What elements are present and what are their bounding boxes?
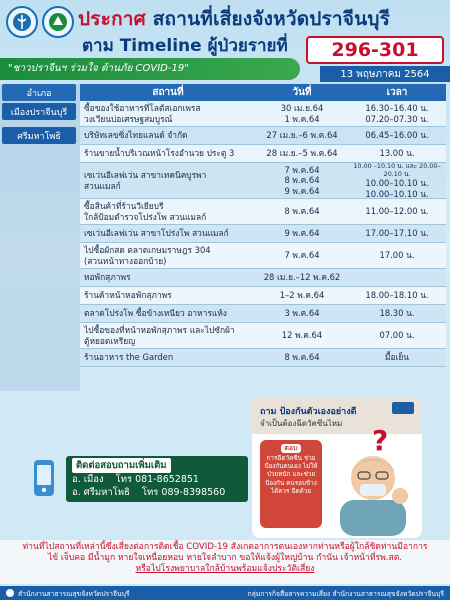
date-cell xyxy=(256,323,348,348)
risk-places-table xyxy=(80,84,446,367)
place-cell-line: ร้านอาหาร the Garden xyxy=(84,352,174,363)
time-cell xyxy=(348,305,446,322)
date-cell-line: 1–2 พ.ค.64 xyxy=(279,290,325,301)
col-header-time: เวลา xyxy=(386,87,408,98)
place-cell-line: ตู้หยอดเหรียญ xyxy=(84,335,136,346)
date-cell-line: 8 พ.ค.64 xyxy=(284,352,320,363)
date-cell xyxy=(256,305,348,322)
place-cell-line: ร้านขายน้ำบริเวณหน้าโรงอำนวย ประตู 3 xyxy=(84,148,235,159)
title-prefix: ประกาศ xyxy=(78,8,146,30)
place-cell-line: ไปซื้อของที่หน้าหอพักสุภาพร และไปซักผ้า xyxy=(84,325,235,335)
district-tab-sri-maha-phot: ศรีมหาโพธิ xyxy=(2,127,76,144)
date-cell-line: 28 เม.ย.–12 พ.ค.62 xyxy=(263,272,341,283)
date-cell xyxy=(256,287,348,304)
table-row xyxy=(80,287,446,305)
table-row xyxy=(80,163,446,199)
contact-phone[interactable]: โทร 081-8652851 xyxy=(115,474,199,485)
time-cell-line: 18.00–18.10 น. xyxy=(365,290,429,301)
place-cell xyxy=(80,305,256,322)
place-cell-line: ตลาดโปร่งโพ ซื้อข้างเหนียว อาหารแห้ง xyxy=(84,308,227,319)
district-tab-mueang: เมืองปราจีนบุรี xyxy=(2,103,76,120)
date-cell xyxy=(256,349,348,366)
place-cell-line: ร้านค้าหน้าหอพักสุภาพร xyxy=(84,290,172,301)
place-cell-line: วงเวียนบ่อเศรษฐสมบูรณ์ xyxy=(84,113,173,124)
footer-left-text: สำนักงานสาธารณสุขจังหวัดปราจีนบุรี xyxy=(18,589,130,598)
place-cell xyxy=(80,145,256,162)
date-cell-line: 7 พ.ค.64 xyxy=(284,250,320,261)
time-cell xyxy=(348,127,446,144)
date-cell xyxy=(256,243,348,268)
table-row xyxy=(80,145,446,163)
time-cell-line: 07.20–07.30 น. xyxy=(365,113,429,124)
date-cell xyxy=(256,199,348,224)
time-cell-line: 17.00–17.10 น. xyxy=(365,228,429,239)
table-row xyxy=(80,349,446,367)
place-cell-line: สวนแมลก์ xyxy=(84,180,121,191)
warning-notice xyxy=(0,540,450,584)
poster-question: ถาม ป้องกันตัวเองอย่างดี xyxy=(260,407,357,417)
time-cell-line: 18.30 น. xyxy=(379,308,415,319)
col-header-date: วันที่ xyxy=(292,87,312,98)
time-cell-line: 13.00 น. xyxy=(379,148,415,159)
header xyxy=(0,0,450,82)
table-body xyxy=(80,101,446,367)
time-cell xyxy=(348,323,446,348)
contact-title: ติดต่อสอบถามเพิ่มเติม xyxy=(72,458,171,473)
answer-badge: ตอบ xyxy=(281,444,300,453)
notice-line-3: หรือไปโรงพยาบาลใกล้บ้านพร้อมแจ้งประวัติเสี่ยง xyxy=(135,564,315,575)
health-office-icon xyxy=(6,589,14,597)
contact-section xyxy=(30,456,226,502)
place-cell xyxy=(80,199,256,224)
date-cell xyxy=(256,127,348,144)
place-cell xyxy=(80,101,256,126)
place-cell xyxy=(80,243,256,268)
slogan-bar xyxy=(0,58,300,80)
time-cell-line: 16.30–16.40 น. xyxy=(365,103,429,113)
place-cell xyxy=(80,349,256,366)
date-cell-line: 30 เม.ย.64 xyxy=(280,103,324,113)
date-cell-line: 1 พ.ค.64 xyxy=(284,113,320,124)
place-cell-line: บริษัทเลขซิ่งไทยแลนด์ จำกัด xyxy=(84,130,188,141)
phone-icon xyxy=(30,458,58,498)
table-row xyxy=(80,305,446,323)
place-cell-line: หอพักสุภาพร xyxy=(84,272,131,283)
time-cell xyxy=(348,287,446,304)
contact-phone[interactable]: โทร 089-8398560 xyxy=(141,487,226,498)
date-cell-line: 27 เม.ย.–6 พ.ค.64 xyxy=(266,130,338,141)
slogan-text: "ชาวปราจีนฯ ร่วมใจ ต้านภัย COVID-19" xyxy=(8,63,189,74)
logo-group xyxy=(6,6,74,38)
table-header xyxy=(80,84,446,101)
place-cell-line: ซื้อของใช้อาหารที่โลตัสเอกเพรส xyxy=(84,103,201,113)
place-cell-line: ซื้อสินค้าที่ร้านวีเยียบรี xyxy=(84,201,164,211)
place-cell-line: เซเว่นอีเลฟเว่น สาขาโปร่งโพ สวนแมลก์ xyxy=(84,228,229,239)
moph-logo-icon xyxy=(6,6,38,38)
vaccine-poster xyxy=(252,398,422,538)
question-mark-icon: ? xyxy=(372,424,389,457)
date-cell-line: 28 เม.ย.–5 พ.ค.64 xyxy=(266,148,338,159)
date-cell xyxy=(256,225,348,242)
district-header: อำเภอ xyxy=(2,84,76,101)
date-cell-line: 8 พ.ค.64 xyxy=(284,206,320,217)
time-cell-line: 11.00–12.00 น. xyxy=(365,206,429,217)
time-cell-line: 06.45–16.00 น. xyxy=(365,130,429,141)
footer-bar xyxy=(0,586,450,600)
time-cell-line: 10.00 –10.10 น. และ 20.00–20.10 น. xyxy=(353,162,441,178)
province-logo-icon xyxy=(42,6,74,38)
footer-left xyxy=(6,588,130,599)
col-header-place: สถานที่ xyxy=(152,87,184,98)
date-cell xyxy=(256,269,348,286)
title-main: สถานที่เสี่ยงจังหวัดปราจีนบุรี xyxy=(152,8,390,30)
poster-answer-card xyxy=(260,440,322,528)
time-cell-line: 07.00 น. xyxy=(379,330,415,341)
time-cell xyxy=(348,145,446,162)
place-cell xyxy=(80,225,256,242)
time-cell-line: 10.00–10.10 น. xyxy=(365,178,429,188)
date-cell xyxy=(256,101,348,126)
date-cell xyxy=(256,163,348,198)
time-cell xyxy=(348,163,446,198)
time-cell xyxy=(348,225,446,242)
time-cell xyxy=(348,101,446,126)
date-cell-line: 3 พ.ค.64 xyxy=(284,308,320,319)
footer-right-text: กลุ่มการกิจสื่อสารความเสี่ยง สำนักงานสาธารณสุขจังหวัดปราจีนบุรี xyxy=(247,589,444,598)
table-row xyxy=(80,269,446,287)
answer-text: การฉีดวัคซีน ช่วยป้องกันตนเอง ไม่ให้ป่วยหนัก และช่วยป้องกัน คนรอบข้างได้ควร ฉีดด้วย xyxy=(264,455,318,495)
contact-district: อ. เมือง xyxy=(72,474,104,485)
time-cell xyxy=(348,243,446,268)
place-cell-line: ใกล้ป้อมตำรวจโปร่งโพ สวนแมลก์ xyxy=(84,211,207,222)
case-range-badge: 296-301 xyxy=(306,36,444,64)
date-cell xyxy=(256,145,348,162)
time-cell-line: 17.00 น. xyxy=(379,250,415,261)
place-cell-line: เซเว่นอีเลฟเว่น สาขาเทคนิคบูรพา xyxy=(84,170,207,180)
notice-line-1: ท่านที่ไปสถานที่เหล่านี้ซึ่งเสี่ยงต่อการติดเชื้อ COVID-19 สังเกตอาการตนเองหากท่านหรือผู้ใกล้ชิดท่านมีอาการ xyxy=(22,542,428,552)
poster-question-sub: จำเป็นต้องฉีดวัคซีนไหม xyxy=(260,419,343,428)
place-cell xyxy=(80,127,256,144)
place-cell-line: ไปซื้อผักสด ตลาดเกษมราษฎร 304 xyxy=(84,245,211,255)
date-cell-line: 12 พ.ค.64 xyxy=(281,330,323,341)
poster-logo-icon xyxy=(392,402,414,414)
contact-box xyxy=(66,456,248,502)
place-cell xyxy=(80,287,256,304)
page-subtitle: ตาม Timeline ผู้ป่วยรายที่ xyxy=(82,36,288,56)
contact-district: อ. ศรีมหาโพธิ xyxy=(72,487,130,498)
time-cell xyxy=(348,349,446,366)
date-cell-line: 8 พ.ค.64 xyxy=(284,175,320,186)
place-cell xyxy=(80,323,256,348)
notice-line-2: ไข้ เจ็บคอ มีน้ำมูก หายใจเหนื่อยหอบ หายใจลำบาก ขอให้แจ้งผู้ใหญ่บ้าน กำนัน เจ้าหน้าที่รพ.สต. xyxy=(47,553,403,564)
contact-line-sri-maha-phot xyxy=(72,486,242,499)
time-cell-line: มื้อเย็น xyxy=(384,352,410,363)
date-cell-line: 9 พ.ค.64 xyxy=(284,185,320,196)
table-row xyxy=(80,199,446,225)
place-cell xyxy=(80,163,256,198)
announcement-date: 13 พฤษภาคม 2564 xyxy=(320,66,450,82)
elderly-person-icon xyxy=(330,440,416,536)
table-row xyxy=(80,323,446,349)
table-row xyxy=(80,225,446,243)
date-cell-line: 9 พ.ค.64 xyxy=(284,228,320,239)
date-cell-line: 7 พ.ค.64 xyxy=(284,164,320,175)
table-row xyxy=(80,243,446,269)
page-title xyxy=(78,4,390,34)
time-cell-line: 10.00–10.10 น. xyxy=(365,188,429,199)
table-row xyxy=(80,127,446,145)
place-cell xyxy=(80,269,256,286)
time-cell xyxy=(348,199,446,224)
contact-line-mueang xyxy=(72,473,242,486)
table-row xyxy=(80,101,446,127)
place-cell-line: (สวนหน้าทางออกบ้าย) xyxy=(84,255,167,266)
time-cell xyxy=(348,269,446,286)
